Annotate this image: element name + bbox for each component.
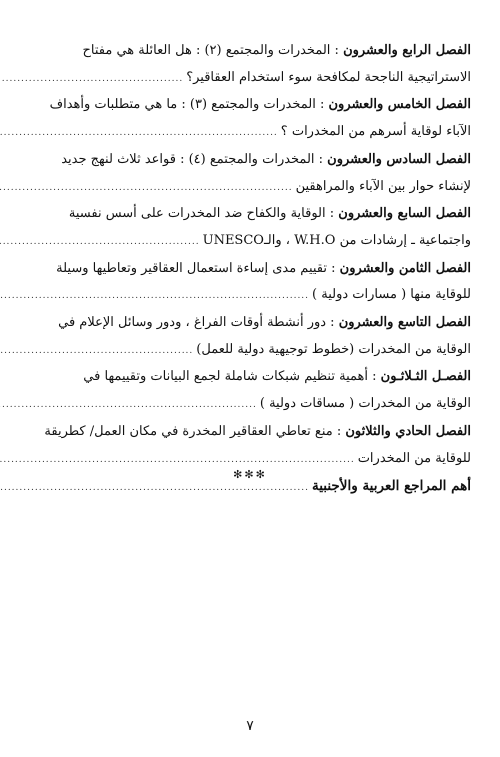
table-of-contents <box>44 38 471 502</box>
entry-line2: واجتماعية ـ إرشادات من W.H.O ، والـUNESCO <box>202 232 471 248</box>
dot-leader <box>0 66 183 93</box>
entry-line1: : دور أنشطة أوقات الفراغ ، ودور وسائل الإعلام في <box>58 315 339 331</box>
entry-line1: : المخدرات والمجتمع (٤) : قواعد ثلاث لنهج جديد <box>61 151 328 167</box>
section-separator: ✻✻✻ <box>233 468 267 481</box>
page-number: ٧ <box>246 718 254 734</box>
toc-entry-ch26 <box>61 147 471 201</box>
chapter-title: الفصل الثامن والعشرون <box>339 260 471 276</box>
toc-entry-ch27 <box>66 201 471 255</box>
entry-line2: للوقاية من المخدرات <box>357 450 471 466</box>
dot-leader <box>0 392 257 419</box>
dot-leader <box>0 120 278 147</box>
dot-leader <box>0 175 293 202</box>
entry-line2: لإنشاء حوار بين الآباء والمراهقين <box>295 178 471 194</box>
entry-line1: : أهمية تنظيم شبكات شاملة لجمع البيانات وتقييمها في <box>83 369 381 385</box>
references-label: أهم المراجع العربية والأجنبية <box>311 478 471 495</box>
toc-entry-ch28 <box>56 256 471 310</box>
toc-entry-ch30 <box>66 364 471 418</box>
toc-entry-ch24 <box>66 38 471 92</box>
toc-entry-ch29 <box>58 310 471 364</box>
entry-line2: الوقاية من المخدرات ( مساقات دولية ) <box>259 396 471 412</box>
dot-leader <box>0 229 200 256</box>
entry-line2: الاستراتيجية الناجحة لمكافحة سوء استخدام العقاقير؟ <box>186 69 471 85</box>
entry-line1: : تقييم مدى إساءة استعمال العقاقير وتعاطيها وسيلة <box>56 260 340 276</box>
chapter-title: الفصل الحادي والثلاثون <box>345 423 471 439</box>
entry-line2: الآباء لوقاية أسرهم من المخدرات ؟ <box>280 124 471 140</box>
toc-entry-ch31 <box>44 419 471 473</box>
chapter-title: الفصل الرابع والعشرون <box>343 43 471 58</box>
entry-line1: : المخدرات والمجتمع (٢) : هل العائلة هي مفتاح <box>82 43 344 58</box>
chapter-title: الفصـل الثـلاثـون <box>380 369 471 385</box>
chapter-title: الفصل الخامس والعشرون <box>328 97 471 113</box>
chapter-title: الفصل السابع والعشرون <box>338 206 471 222</box>
chapter-title: الفصل السادس والعشرون <box>327 151 471 167</box>
entry-line1: : منع تعاطي العقاقير المخدرة في مكان العمل/ كطريقة <box>44 423 346 439</box>
dot-leader <box>0 283 309 310</box>
entry-line2: للوقاية منها ( مسارات دولية ) <box>312 287 471 303</box>
dot-leader <box>0 338 193 365</box>
entry-line2: الوقاية من المخدرات (خطوط توجيهية دولية للعمل) <box>196 341 471 357</box>
chapter-title: الفصل التاسع والعشرون <box>338 315 471 331</box>
toc-entry-ch25 <box>49 92 471 146</box>
entry-line1: : المخدرات والمجتمع (٣) : ما هي متطلبات وأهداف <box>49 97 329 113</box>
entry-line1: : الوقاية والكفاح ضد المخدرات على أسس نفسية <box>68 206 339 222</box>
